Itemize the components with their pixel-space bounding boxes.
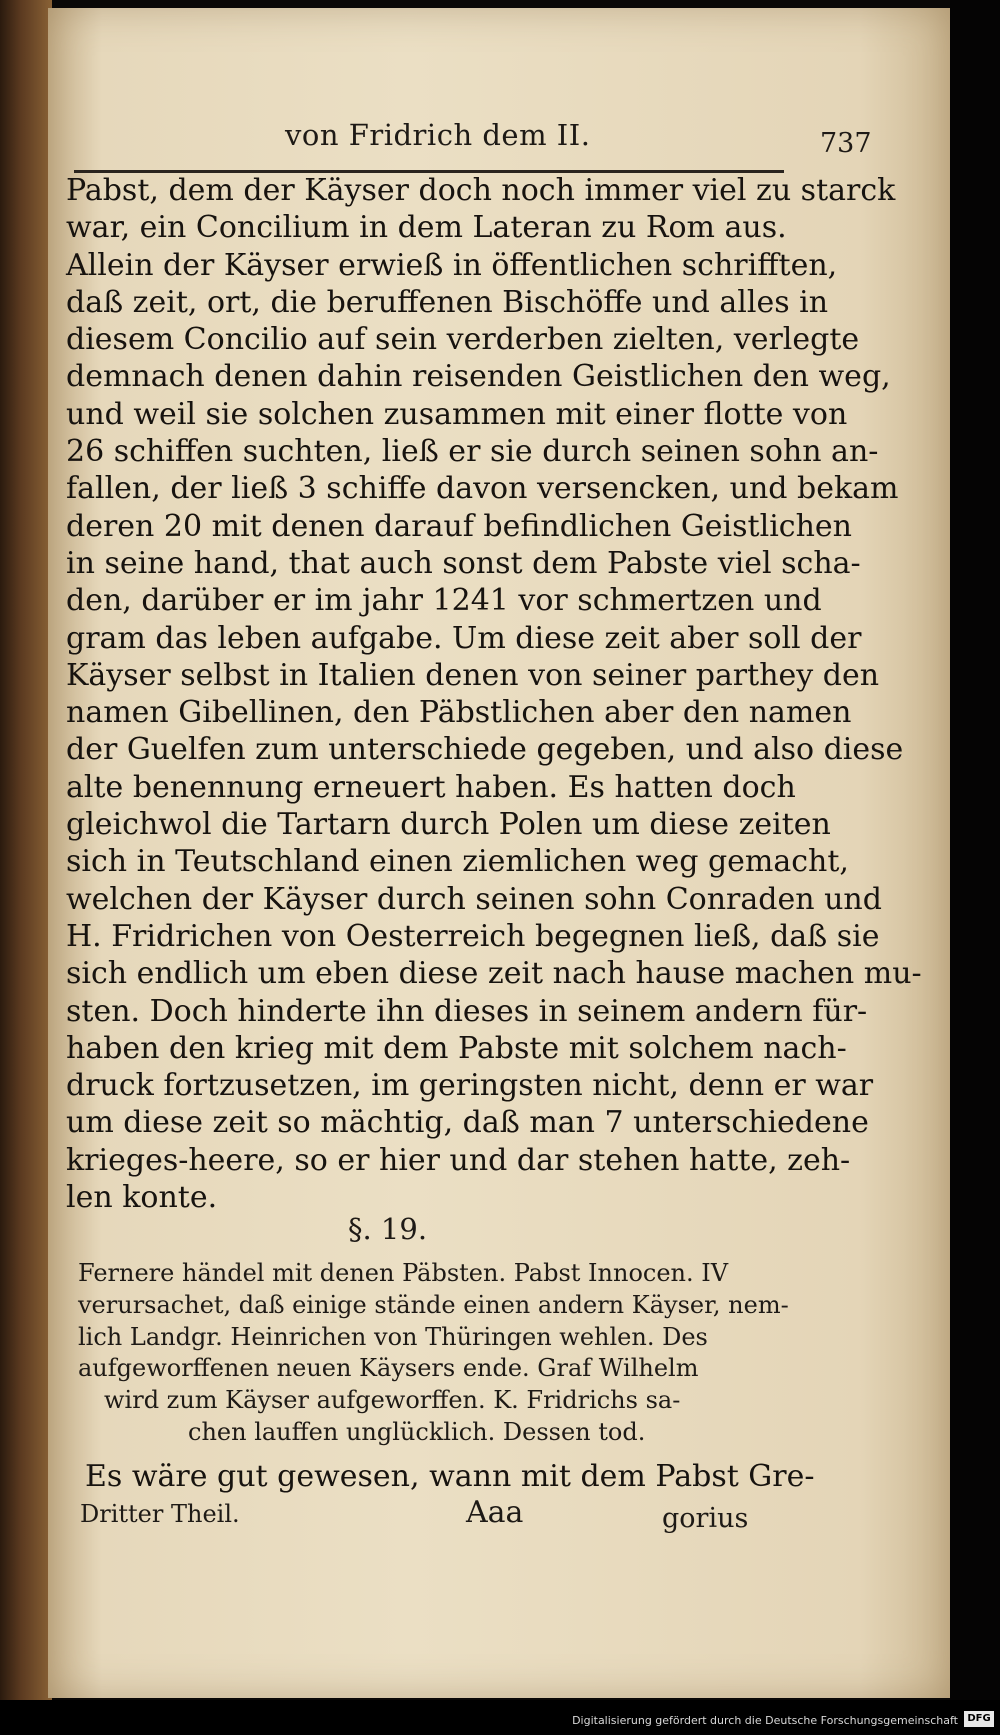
summary-line: verursachet, daß einige stände einen andern Käyser, nem- xyxy=(78,1290,789,1319)
text-line: krieges-heere, so er hier und dar stehen hatte, zeh- xyxy=(66,1142,851,1178)
signature-mark: Dritter Theil. xyxy=(80,1500,240,1528)
text-line: war, ein Concilium in dem Lateran zu Rom aus. xyxy=(66,210,787,246)
text-line: gleichwol die Tartarn durch Polen um diese zeiten xyxy=(66,807,831,843)
text-line: alte benennung erneuert haben. Es hatten doch xyxy=(66,769,796,805)
text-line: deren 20 mit denen darauf befindlichen Geistlichen xyxy=(66,508,852,544)
text-line: in seine hand, that auch sonst dem Pabste viel scha- xyxy=(66,545,861,581)
summary-line: Fernere händel mit denen Päbsten. Pabst Innocen. IV xyxy=(78,1259,729,1287)
text-line: sich endlich um eben diese zeit nach hause machen mu- xyxy=(66,956,922,992)
text-line: sten. Doch hinderte ihn dieses in seinem andern für- xyxy=(66,993,868,1029)
text-line: fallen, der ließ 3 schiffe davon versencken, und bekam xyxy=(66,471,899,507)
text-line: Käyser selbst in Italien denen von seiner parthey den xyxy=(66,657,880,693)
text-line: namen Gibellinen, den Päbstlichen aber den namen xyxy=(66,695,852,731)
text-line: druck fortzusetzen, im geringsten nicht, denn er war xyxy=(66,1068,874,1104)
gathering-mark: Aaa xyxy=(466,1495,524,1530)
text-line: um diese zeit so mächtig, daß man 7 unterschiedene xyxy=(66,1105,869,1141)
summary-line: aufgeworffenen neuen Käysers ende. Graf Wilhelm xyxy=(78,1354,699,1383)
scan-background xyxy=(950,0,1000,1700)
summary-line: chen lauffen unglücklich. Dessen tod. xyxy=(188,1417,646,1446)
catchword: gorius xyxy=(662,1503,749,1534)
text-line: welchen der Käyser durch seinen sohn Conraden und xyxy=(66,881,882,917)
running-head: von Fridrich dem II. xyxy=(285,118,591,152)
credit-text: Digitalisierung gefördert durch die Deutsche Forschungsgemeinschaft xyxy=(572,1714,958,1727)
text-line: daß zeit, ort, die beruffenen Bischöffe und alles in xyxy=(66,284,829,320)
section-first-line: Es wäre gut gewesen, wann mit dem Pabst Gre- xyxy=(85,1459,815,1494)
text-line: Allein der Käyser erwieß in öffentlichen schrifften, xyxy=(66,247,838,283)
summary-line: wird zum Käyser aufgeworffen. K. Fridrichs sa- xyxy=(104,1386,681,1415)
text-line: haben den krieg mit dem Pabste mit solchem nach- xyxy=(66,1030,847,1066)
text-line: und weil sie solchen zusammen mit einer flotte von xyxy=(66,396,848,432)
dfg-logo-icon: DFG xyxy=(964,1711,994,1727)
book-binding-edge xyxy=(0,0,52,1700)
text-line: Pabst, dem der Käyser doch noch immer viel zu starck xyxy=(66,173,896,208)
body-text xyxy=(66,172,922,1216)
summary-line: lich Landgr. Heinrichen von Thüringen wehlen. Des xyxy=(78,1322,708,1351)
text-line: der Guelfen zum unterschiede gegeben, und also diese xyxy=(66,732,904,768)
text-line: den, darüber er im jahr 1241 vor schmertzen und xyxy=(66,583,822,619)
text-line: len konte. xyxy=(66,1180,218,1216)
text-line: sich in Teutschland einen ziemlichen weg gemacht, xyxy=(66,844,849,880)
page-number: 737 xyxy=(820,128,872,159)
section-summary xyxy=(78,1258,789,1449)
text-line: H. Fridrichen von Oesterreich begegnen ließ, daß sie xyxy=(66,918,880,954)
text-line: 26 schiffen suchten, ließ er sie durch seinen sohn an- xyxy=(66,434,879,470)
text-line: gram das leben aufgabe. Um diese zeit aber soll der xyxy=(66,620,862,656)
text-line: demnach denen dahin reisenden Geistlichen den weg, xyxy=(66,359,891,395)
text-line: diesem Concilio auf sein verderben zielten, verlegte xyxy=(66,322,860,358)
section-number: §. 19. xyxy=(348,1212,428,1246)
